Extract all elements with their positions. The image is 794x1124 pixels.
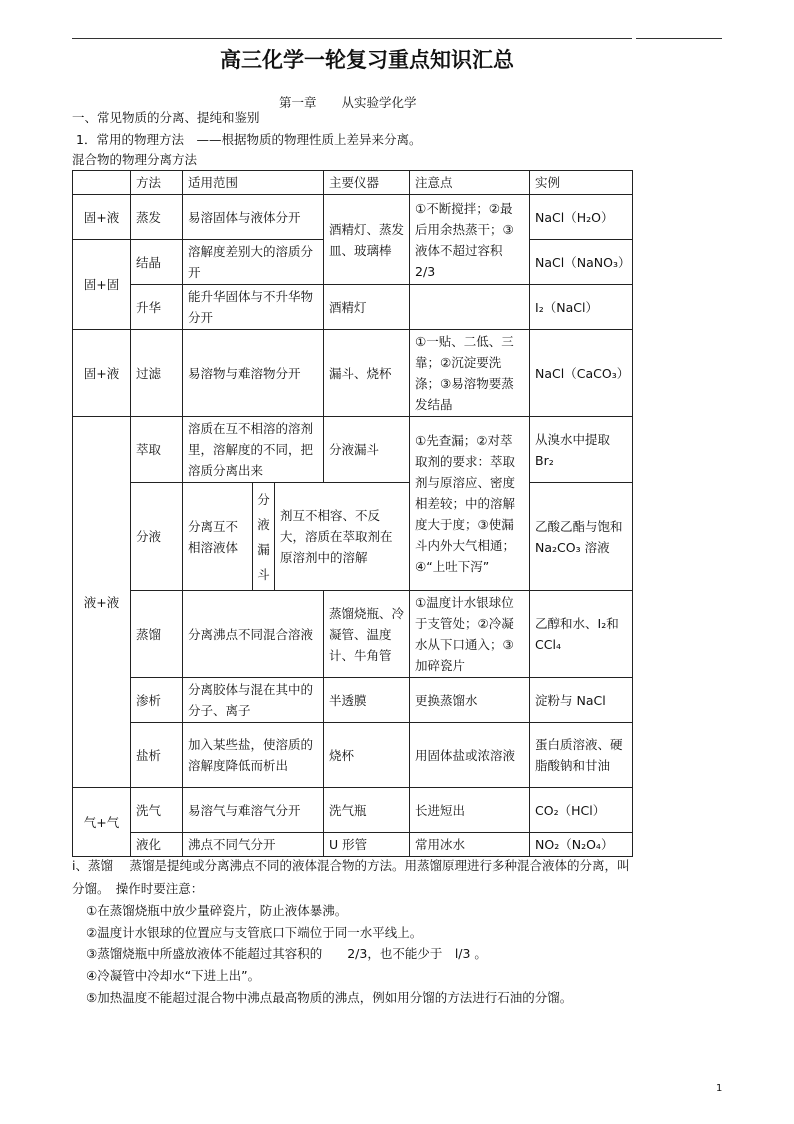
scope-cell: 分离互不相溶液体: [183, 483, 253, 591]
page-number: 1: [716, 1083, 723, 1094]
example-cell: NaCl（H₂O）: [530, 195, 633, 240]
apparatus-cell: 蒸馏烧瓶、冷凝管、温度计、牛角管: [324, 591, 410, 678]
notes-cell: ①先查漏；②对萃取剂的要求：萃取剂与原溶应、密度相差较；中的溶解度大于度；③使漏斗内外大气相通；④“上吐下泻”: [410, 417, 530, 591]
table-row: [73, 723, 633, 788]
distillation-note: ⑤加热温度不能超过混合物中沸点最高物质的沸点，例如用分馏的方法进行石油的分馏。: [86, 990, 573, 1005]
apparatus-vertical-cell: [253, 483, 275, 591]
example-cell: NaCl（CaCO₃）: [530, 330, 633, 417]
distillation-intro: i、蒸馏 蒸馏是提纯或分离沸点不同的液体混合物的方法。用蒸馏原理进行多种混合液体的分离，叫: [72, 858, 630, 873]
group-gas-gas: 气+气: [73, 788, 131, 857]
group-solid-liquid-2: 固+液: [73, 330, 131, 417]
apparatus-cell: U 形管: [324, 833, 410, 857]
separation-methods-table: [72, 170, 633, 857]
table-row: [73, 788, 633, 833]
method-cell: 蒸馏: [131, 591, 183, 678]
notes-cell: [410, 285, 530, 330]
chapter-heading: 第一章 从实验学化学: [279, 95, 417, 110]
example-cell: I₂（NaCl）: [530, 285, 633, 330]
header-notes: 注意点: [410, 171, 530, 195]
group-solid-liquid: 固+液: [73, 195, 131, 240]
apparatus-cell: 漏斗、烧杯: [324, 330, 410, 417]
method-cell: 分液: [131, 483, 183, 591]
scope-cell: 溶解度差别大的溶质分开: [183, 240, 324, 285]
header-scope: 适用范围: [183, 171, 324, 195]
section-heading: 一、常见物质的分离、提纯和鉴别: [72, 110, 260, 125]
example-cell: 乙酸乙酯与饱和 Na₂CO₃ 溶液: [530, 483, 633, 591]
example-cell: 乙醇和水、I₂和 CCl₄: [530, 591, 633, 678]
notes-cell: ①一贴、二低、三靠；②沉淀要洗涤；③易溶物要蒸发结晶: [410, 330, 530, 417]
example-cell: NO₂（N₂O₄）: [530, 833, 633, 857]
table-row: [73, 330, 633, 417]
table-row: [73, 195, 633, 240]
table-row: [73, 833, 633, 857]
method-cell: 渗析: [131, 678, 183, 723]
scope-cell: 能升华固体与不升华物分开: [183, 285, 324, 330]
notes-cell: 常用冰水: [410, 833, 530, 857]
header-apparatus: 主要仪器: [324, 171, 410, 195]
header-method: 方法: [131, 171, 183, 195]
scope-cell: 易溶固体与液体分开: [183, 195, 324, 240]
extra-cell: 剂互不相容、不反大，溶质在萃取剂在原溶剂中的溶解: [275, 483, 410, 591]
group-solid-solid: 固+固: [73, 240, 131, 330]
scope-cell: 溶质在互不相溶的溶剂里，溶解度的不同，把溶质分离出来: [183, 417, 324, 483]
apparatus-cell: 酒精灯: [324, 285, 410, 330]
distillation-note: ①在蒸馏烧瓶中放少量碎瓷片，防止液体暴沸。: [86, 903, 348, 918]
header-example: 实例: [530, 171, 633, 195]
table-row: [73, 678, 633, 723]
example-cell: NaCl（NaNO₃）: [530, 240, 633, 285]
example-cell: 淀粉与 NaCl: [530, 678, 633, 723]
top-rule-left: [72, 38, 632, 39]
apparatus-cell: 半透膜: [324, 678, 410, 723]
method-cell: 洗气: [131, 788, 183, 833]
method-cell: 结晶: [131, 240, 183, 285]
example-cell: 蛋白质溶液、硬脂酸钠和甘油: [530, 723, 633, 788]
table-row: [73, 417, 633, 483]
scope-cell: 分离胶体与混在其中的分子、离子: [183, 678, 324, 723]
distillation-intro-cont: 分馏。 操作时要注意：: [72, 881, 204, 896]
distillation-note: ④冷凝管中冷却水“下进上出”。: [86, 968, 261, 983]
subsection-heading: 1．常用的物理方法 ——根据物质的物理性质上差异来分离。: [76, 132, 422, 147]
notes-cell: 更换蒸馏水: [410, 678, 530, 723]
apparatus-vertical-text: 分液漏斗: [257, 491, 270, 582]
scope-cell: 沸点不同气分开: [183, 833, 324, 857]
method-cell: 盐析: [131, 723, 183, 788]
distillation-note: ②温度计水银球的位置应与支管底口下端位于同一水平线上。: [86, 925, 423, 940]
table-row: [73, 483, 633, 591]
scope-cell: 分离沸点不同混合溶液: [183, 591, 324, 678]
document-title: 高三化学一轮复习重点知识汇总: [220, 48, 514, 72]
distillation-note: ③蒸馏烧瓶中所盛放液体不能超过其容积的 2/3，也不能少于 l/3 。: [86, 946, 487, 961]
method-cell: 升华: [131, 285, 183, 330]
scope-cell: 易溶物与难溶物分开: [183, 330, 324, 417]
method-cell: 萃取: [131, 417, 183, 483]
method-cell: 蒸发: [131, 195, 183, 240]
notes-cell: 长进短出: [410, 788, 530, 833]
table-caption: 混合物的物理分离方法: [72, 152, 198, 167]
scope-cell: 加入某些盐，使溶质的溶解度降低而析出: [183, 723, 324, 788]
apparatus-cell: 烧杯: [324, 723, 410, 788]
scope-cell: 易溶气与难溶气分开: [183, 788, 324, 833]
notes-cell: ①不断搅拌；②最后用余热蒸干；③液体不超过容积 2/3: [410, 195, 530, 285]
method-cell: 液化: [131, 833, 183, 857]
table-header-row: [73, 171, 633, 195]
table-row: [73, 591, 633, 678]
top-rule-right: [636, 38, 722, 39]
group-liquid-liquid: 液+液: [73, 417, 131, 788]
method-cell: 过滤: [131, 330, 183, 417]
table-row: [73, 285, 633, 330]
notes-cell: 用固体盐或浓溶液: [410, 723, 530, 788]
apparatus-cell: 洗气瓶: [324, 788, 410, 833]
example-cell: 从溴水中提取 Br₂: [530, 417, 633, 483]
apparatus-cell: 酒精灯、蒸发皿、玻璃棒: [324, 195, 410, 285]
apparatus-cell: 分液漏斗: [324, 417, 410, 483]
notes-cell: ①温度计水银球位于支管处；②冷凝水从下口通入；③加碎瓷片: [410, 591, 530, 678]
example-cell: CO₂（HCl）: [530, 788, 633, 833]
